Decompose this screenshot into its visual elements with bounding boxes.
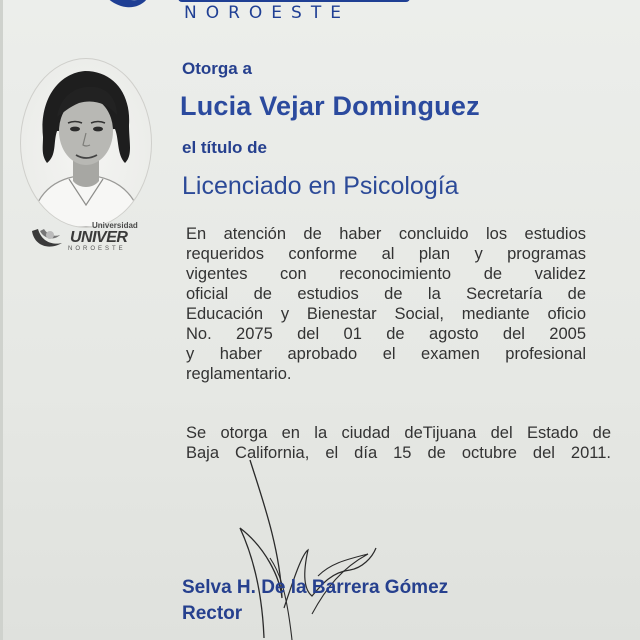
degree-title: Licenciado en Psicología xyxy=(182,172,459,200)
recipient-name: Lucia Vejar Dominguez xyxy=(180,91,480,121)
body-line: No. 2075 del 01 de agosto del 2005 xyxy=(186,325,586,343)
granted-label: Otorga a xyxy=(182,59,252,78)
badge-subtitle: NOROESTE xyxy=(68,246,126,252)
body-line: Educación y Bienestar Social, mediante oficio xyxy=(186,305,586,323)
title-label: el título de xyxy=(182,138,267,157)
body-line: reglamentario. xyxy=(186,365,292,383)
signer-name: Selva H. De la Barrera Gómez xyxy=(182,577,449,598)
body-line: vigentes con reconocimiento de validez xyxy=(186,265,586,283)
body-paragraph xyxy=(186,224,586,384)
signature-image xyxy=(222,458,392,640)
body-line: y haber aprobado el examen profesional xyxy=(186,345,586,363)
closing-paragraph xyxy=(186,423,611,463)
university-logo-wordmark xyxy=(178,0,410,2)
university-logo-icon xyxy=(92,0,154,18)
body-line: requeridos conforme al plan y programas xyxy=(186,245,586,263)
badge-small-text: Universidad xyxy=(92,221,138,230)
closing-line: Se otorga en la ciudad deTijuana del Estado de xyxy=(186,424,611,442)
closing-line: Baja California, el día 15 de octubre del 2011. xyxy=(186,444,611,462)
paper-edge xyxy=(0,0,3,640)
signer-role: Rector xyxy=(182,603,243,624)
badge-name: UNIVER xyxy=(70,229,128,246)
body-line: En atención de haber concluido los estudios xyxy=(186,225,586,243)
portrait-image xyxy=(21,59,151,227)
header-subtitle: NOROESTE xyxy=(184,3,350,23)
body-line: oficial de estudios de la Secretaría de xyxy=(186,285,586,303)
graduate-photo xyxy=(20,58,152,228)
